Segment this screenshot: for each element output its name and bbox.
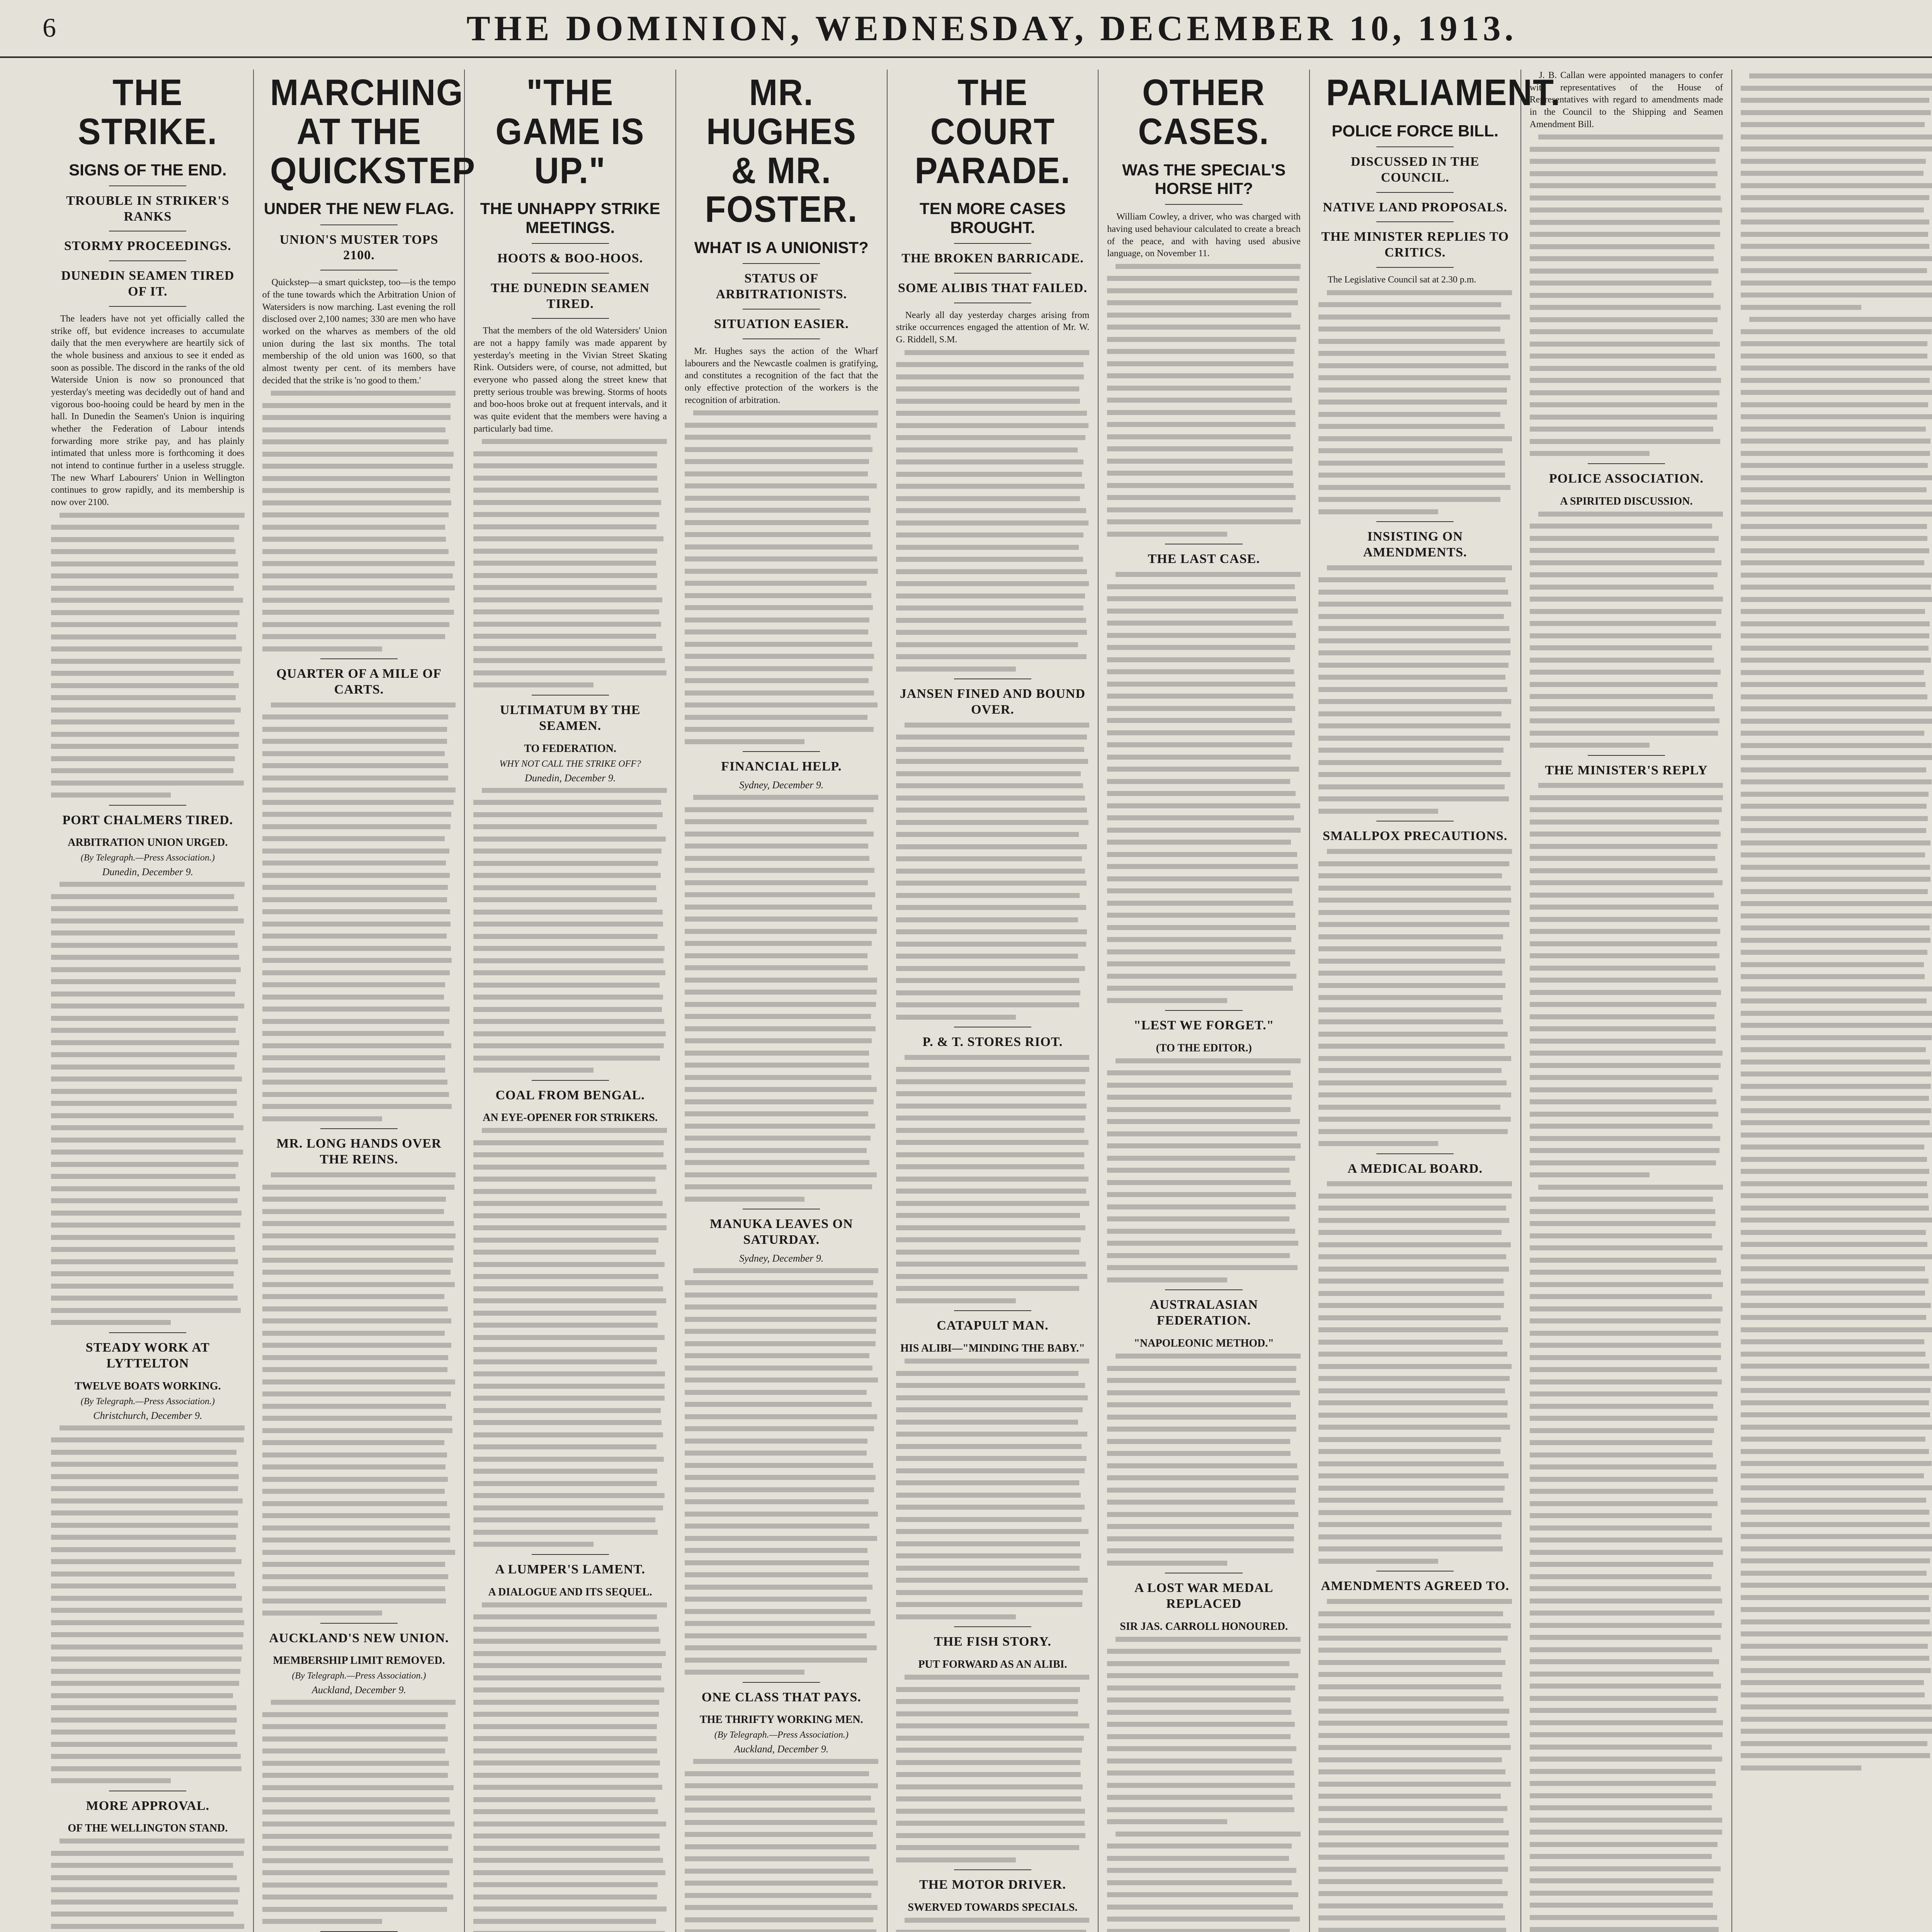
section-title: "LEST WE FORGET." [1133,1018,1274,1033]
text-block [1318,290,1512,514]
rule-divider [320,658,398,659]
section-byline: (By Telegraph.—Press Association.) [80,1396,215,1406]
section-title: SMALLPOX PRECAUTIONS. [1323,829,1508,844]
paragraph: Mr. Hughes says the action of the Wharf labourers and the Newcastle coalmen is gratifying, and constitutes a recognition of the fact that the only effective protection of the workers is the recognition of arbitration. [684,346,878,405]
subheadline: TROUBLE IN STRIKER'S RANKS [66,193,230,224]
rule-divider [1165,1010,1242,1011]
rule-divider [1376,521,1454,522]
column-9 [1732,70,1932,1932]
paragraph: J. B. Callan were appointed managers to confer with representatives of the House of Representatives with regard to amendments made in the Council to the Shipping and Seamen Amendment Bill. [1529,70,1723,129]
section-title: A MEDICAL BOARD. [1347,1161,1483,1176]
rule-divider [954,273,1031,274]
rule-divider [1376,221,1454,222]
text-block [1318,1181,1512,1564]
section-title: A LUMPER'S LAMENT. [495,1562,645,1577]
paragraph: That the members of the old Watersiders' Union are not a happy family was made apparent by yesterday's meeting in the Vivian Street Skating Rink. Outsiders were, of course, not admitted, but everyone who passed along the street knew that pretty serious trouble was brewing. Storms of hoots and boo-hoos broke out at frequent intervals, and it was quite evident that the members were having a particularly bad time. [473,326,667,434]
section-title: AMENDMENTS AGREED TO. [1321,1579,1509,1594]
headline: THE STRIKE. [78,72,218,152]
paragraph: The Legislative Council sat at 2.30 p.m. [1327,275,1476,285]
subheadline: STATUS OF ARBITRATIONISTS. [716,271,847,302]
subheadline: WAS THE SPECIAL'S HORSE HIT? [1122,160,1286,197]
section-byline: WHY NOT CALL THE STRIKE OFF? [499,759,641,769]
subheadline: POLICE FORCE BILL. [1332,121,1499,140]
section-title: COAL FROM BENGAL. [495,1088,645,1102]
column-3 [465,70,676,1932]
rule-divider [743,263,820,264]
column-1 [43,70,254,1932]
text-block [896,723,1090,1020]
section-subtitle: TWELVE BOATS WORKING. [75,1380,221,1392]
paragraph: The leaders have not yet officially called the strike off, but evidence increases to accumulate daily that the men everywhere are heartily sick of the whole business and anxious to see it ended as soon as possible. The discord in the ranks of the old Waterside Union is now so pronounced that yesterday's meeting was decidedly out of hand and vigorous boo-hooing could be heard by men in the hall. In Dunedin the Seamen's Union is inquiring whether the Federation of Labour intends forwarding more strike pay, and has plainly intimated that unless more is forthcoming it does not intend to continue further in a useless struggle. The new Wharf Labourers' Union in Wellington continues to grow rapidly, and its membership is now over 2100. [51,313,245,507]
rule-divider [109,185,186,186]
text-block [896,1918,1090,1932]
text-block [896,1359,1090,1619]
article-body [1107,211,1301,260]
subheadline: STORMY PROCEEDINGS. [64,239,231,253]
section-title: INSISTING ON AMENDMENTS. [1363,529,1467,560]
text-block [1107,1637,1301,1825]
text-block [473,788,667,1073]
section-title: PORT CHALMERS TIRED. [62,813,233,827]
column-6 [1099,70,1310,1932]
text-block [51,882,245,1325]
section-title: MORE APPROVAL. [86,1798,210,1813]
article-body [262,277,456,387]
section-title: THE MINISTER'S REPLY [1545,763,1708,777]
section-subtitle: AN EYE-OPENER FOR STRIKERS. [483,1112,658,1124]
masthead-title: THE DOMINION, WEDNESDAY, DECEMBER 10, 1913. [466,9,1517,48]
section-dateline: Sydney, December 9. [739,779,824,791]
section-subtitle: A SPIRITED DISCUSSION. [1560,495,1693,507]
subheadline: NATIVE LAND PROPOSALS. [1323,200,1508,214]
rule-divider [109,306,186,307]
section-title: A LOST WAR MEDAL REPLACED [1134,1581,1274,1611]
article-body [1318,274,1512,286]
section-subtitle: OF THE WELLINGTON STAND. [68,1822,228,1835]
rule-divider [1376,1153,1454,1154]
text-block [1318,565,1512,814]
rule-divider [1165,1289,1242,1290]
rule-divider [1588,755,1665,756]
text-block [1530,1185,1723,1932]
rule-divider [320,1623,398,1624]
section-subtitle: SIR JAS. CARROLL HONOURED. [1120,1620,1288,1633]
text-block [262,1700,456,1924]
rule-divider [109,1332,186,1333]
rule-divider [743,751,820,752]
text-block [1107,1354,1301,1566]
section-subtitle: MEMBERSHIP LIMIT REMOVED. [273,1655,445,1667]
text-block [1107,1832,1301,1932]
article-body [685,345,878,406]
subheadline: SITUATION EASIER. [714,317,849,332]
text-block [51,1838,245,1932]
paragraph: Quickstep—a smart quickstep, too—is the tempo of the tune towards which the Arbitration Union of Watersiders is now marching. Last evening the roll disclosed over 2,100 names; 330 are men who have worked on the wharves as members of the old union during the last six months. The total membership of the old union was 1600, so that almost twenty per cent. of its members have decided that the strike is 'no good to them.' [262,277,456,386]
headline: MR. HUGHES & MR. FOSTER. [705,72,858,230]
column-7 [1310,70,1561,1932]
section-title: P. & T. STORES RIOT. [922,1035,1063,1049]
section-title: POLICE ASSOCIATION. [1549,471,1704,486]
section-subtitle: TO FEDERATION. [524,742,616,755]
section-title: JANSEN FINED AND BOUND OVER. [900,687,1085,717]
rule-divider [109,260,186,261]
text-block [685,410,878,744]
text-block [1530,783,1723,1177]
text-block [51,513,245,798]
article-body [473,325,667,435]
rule-divider [1376,192,1454,193]
headline: "THE GAME IS UP." [495,72,645,191]
section-subtitle: A DIALOGUE AND ITS SEQUEL. [488,1586,652,1598]
section-dateline: Auckland, December 9. [311,1684,406,1696]
article-body [896,310,1090,346]
paragraph: William Cowley, a driver, who was charged with having used behaviour calculated to create a breach of the peace, and with having used abusive language, on November 11. [1107,212,1301,259]
section-title: ULTIMATUM BY THE SEAMEN. [500,702,641,733]
rule-divider [743,309,820,310]
text-block [473,1602,667,1932]
section-byline: (By Telegraph.—Press Association.) [714,1730,849,1740]
rule-divider [954,1869,1031,1870]
rule-divider [532,695,609,696]
paragraph: Nearly all day yesterday charges arising from strike occurrences engaged the attention of Mr. W. G. Riddell, S.M. [896,310,1090,345]
section-subtitle: (TO THE EDITOR.) [1156,1042,1252,1054]
rule-divider [743,338,820,339]
subheadline: HOOTS & BOO-HOOS. [497,251,643,265]
page-number: 6 [43,13,56,43]
section-title: MR. LONG HANDS OVER THE REINS. [276,1136,442,1167]
section-title: QUARTER OF A MILE OF CARTS. [276,667,442,697]
text-block [51,1425,245,1784]
column-2 [254,70,476,1932]
section-subtitle: "NAPOLEONIC METHOD." [1134,1337,1274,1350]
subheadline: UNION'S MUSTER TOPS 2100. [279,232,439,263]
text-block [1107,1058,1301,1282]
text-block [896,1675,1090,1862]
section-title: AUSTRALASIAN FEDERATION. [1150,1298,1258,1328]
text-block [262,1172,456,1616]
headline: PARLIAMENT. [1326,72,1561,113]
rule-divider [1588,463,1665,464]
subheadline: TEN MORE CASES BROUGHT. [919,199,1066,236]
subheadline: UNDER THE NEW FLAG. [264,199,454,218]
section-dateline: Christchurch, December 9. [93,1410,202,1421]
section-dateline: Auckland, December 9. [734,1743,829,1755]
rule-divider [320,224,398,225]
text-block [473,1128,667,1547]
rule-divider [1376,267,1454,268]
text-block [1107,572,1301,1003]
section-title: CATAPULT MAN. [937,1318,1049,1333]
column-8 [1521,70,1733,1932]
section-title: FINANCIAL HELP. [721,759,842,774]
section-title: THE LAST CASE. [1148,552,1260,566]
text-block [1530,134,1723,456]
subheadline: THE MINISTER REPLIES TO CRITICS. [1321,230,1509,260]
masthead [0,0,1932,58]
headline: MARCHING AT THE QUICKSTEP [270,72,476,191]
text-block [685,795,878,1202]
text-block [1741,317,1932,1770]
column-5 [888,70,1099,1932]
text-block [1107,264,1301,537]
section-title: THE MOTOR DRIVER. [919,1878,1066,1892]
rule-divider [532,273,609,274]
text-block [1318,1599,1512,1932]
text-block [262,391,456,651]
rule-divider [532,243,609,244]
section-subtitle: HIS ALIBI—"MINDING THE BABY." [900,1342,1085,1355]
article-body [51,313,245,509]
section-subtitle: THE THRIFTY WORKING MEN. [699,1714,863,1726]
rule-divider [954,243,1031,244]
column-4 [676,70,888,1932]
columns-container [43,70,1932,1932]
rule-divider [1376,146,1454,147]
text-block [685,1268,878,1675]
section-dateline: Dunedin, December 9. [524,772,616,784]
subheadline: SIGNS OF THE END. [69,160,227,179]
text-block [1318,849,1512,1146]
text-block [896,350,1090,672]
section-title: STEADY WORK AT LYTTELTON [85,1340,210,1371]
section-title: ONE CLASS THAT PAYS. [701,1690,861,1704]
text-block [685,1759,878,1932]
subheadline: DUNEDIN SEAMEN TIRED OF IT. [61,269,235,299]
section-subtitle: PUT FORWARD AS AN ALIBI. [918,1658,1067,1671]
rule-divider [1165,204,1242,205]
rule-divider [532,1080,609,1081]
section-byline: (By Telegraph.—Press Association.) [292,1671,426,1681]
section-subtitle: SWERVED TOWARDS SPECIALS. [908,1901,1078,1913]
subheadline: THE UNHAPPY STRIKE MEETINGS. [480,199,660,236]
rule-divider [532,1554,609,1555]
rule-divider [532,318,609,319]
text-block [262,702,456,1121]
subheadline: THE BROKEN BARRICADE. [901,251,1084,265]
text-block [1741,73,1932,310]
rule-divider [743,1682,820,1683]
section-title: THE FISH STORY. [934,1634,1051,1649]
section-byline: (By Telegraph.—Press Association.) [80,853,215,863]
rule-divider [320,1128,398,1129]
subheadline: WHAT IS A UNIONIST? [694,238,869,257]
headline: OTHER CASES. [1138,72,1270,152]
section-title: MANUKA LEAVES ON SATURDAY. [710,1217,853,1247]
rule-divider [954,1310,1031,1311]
section-title: AUCKLAND'S NEW UNION. [269,1631,449,1645]
section-dateline: Dunedin, December 9. [102,866,194,878]
section-subtitle: ARBITRATION UNION URGED. [68,837,228,849]
subheadline: THE DUNEDIN SEAMEN TIRED. [491,281,650,311]
rule-divider [954,1626,1031,1627]
section-dateline: Sydney, December 9. [739,1252,824,1264]
text-block [896,1055,1090,1303]
headline: THE COURT PARADE. [915,72,1071,191]
subheadline: DISCUSSED IN THE COUNCIL. [1350,155,1480,185]
subheadline: SOME ALIBIS THAT FAILED. [898,281,1087,295]
text-block [1530,512,1723,748]
rule-divider [109,805,186,806]
text-block [473,439,667,687]
